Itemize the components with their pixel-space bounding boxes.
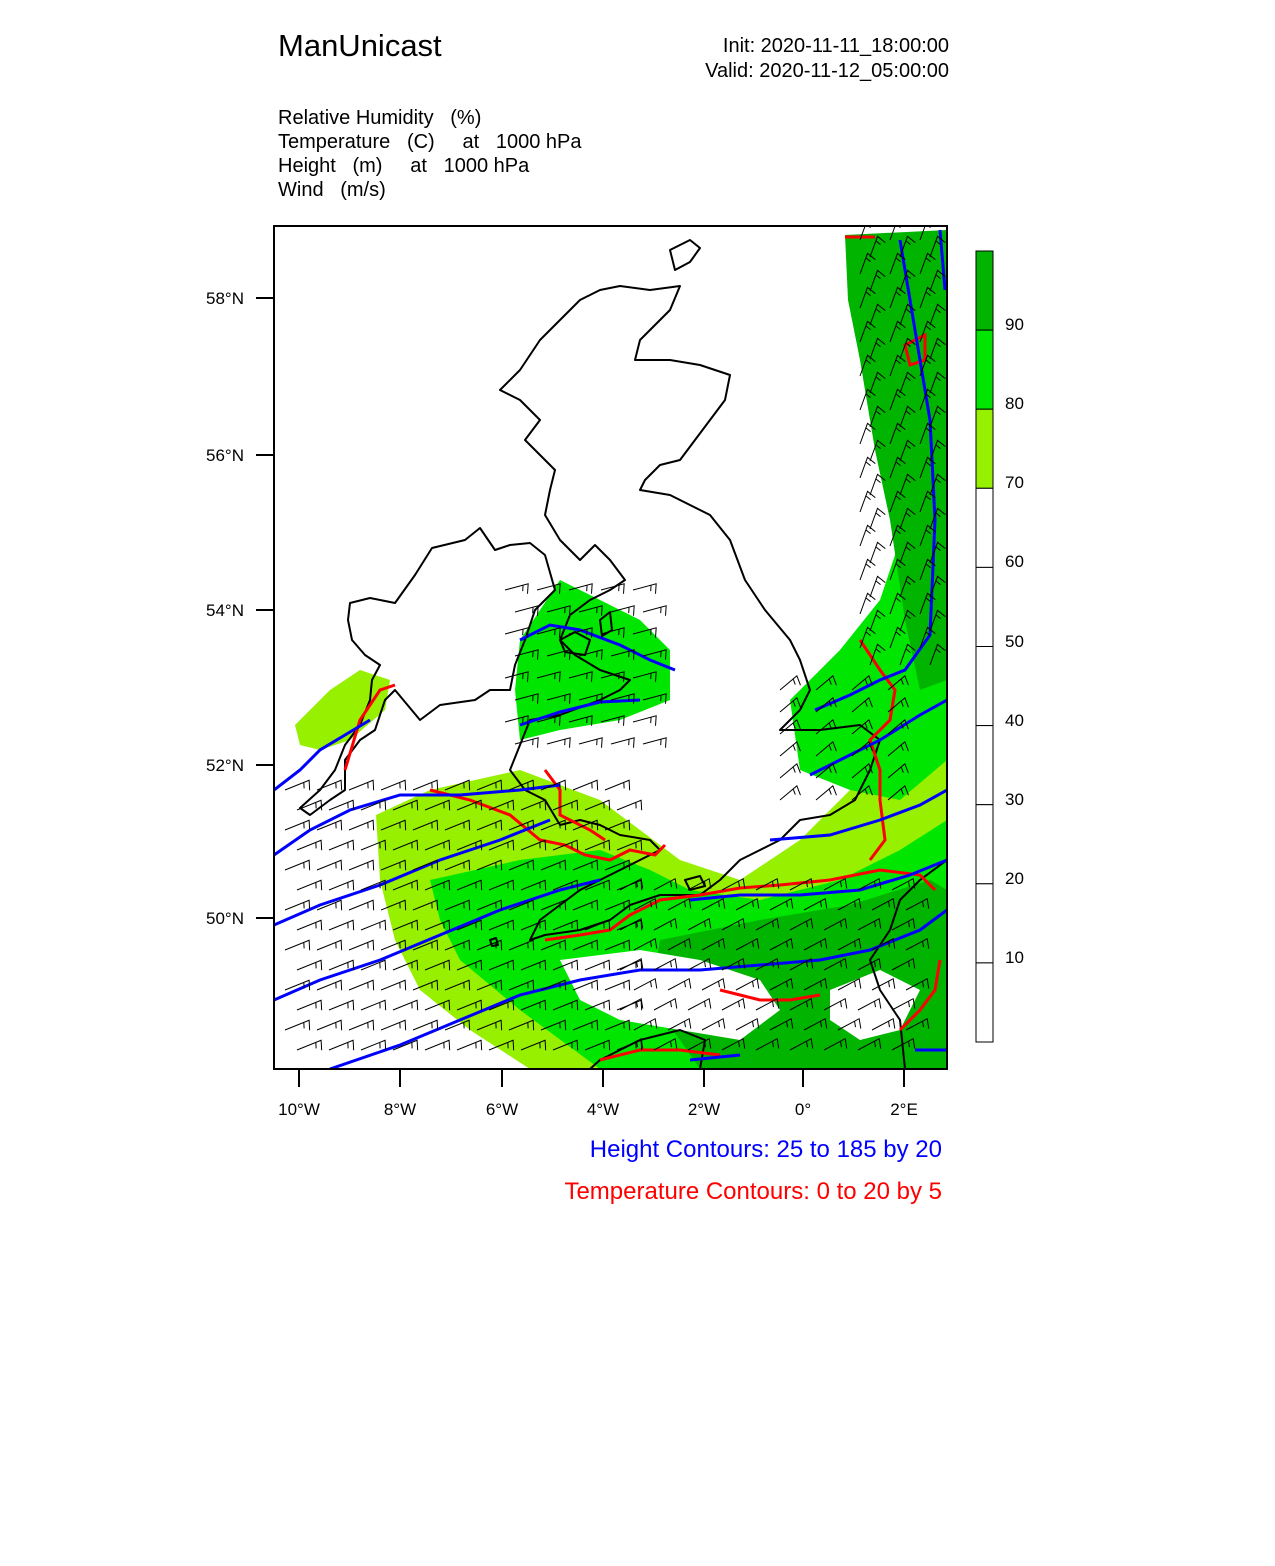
wind-barb (285, 1020, 310, 1030)
cbar-label-70: 70 (1005, 473, 1024, 492)
wind-barb (361, 1000, 386, 1010)
field-wind: Wind (m/s) (278, 179, 386, 201)
wind-barb (349, 980, 374, 990)
wind-barb (381, 980, 406, 990)
wind-barb (317, 860, 342, 870)
wind-barb (297, 840, 322, 850)
cbar-label-80: 80 (1005, 394, 1024, 413)
wind-barb (643, 738, 666, 748)
lat-label-52: 52°N (206, 756, 244, 775)
wind-barb (870, 542, 885, 563)
wind-barb (393, 1000, 418, 1010)
wind-barb (349, 860, 374, 870)
colorbar-box (976, 963, 993, 1042)
wind-barb (285, 820, 310, 830)
lon-label-0: 0° (794, 1100, 812, 1119)
wind-barb (381, 780, 406, 790)
field-rh: Relative Humidity (%) (278, 107, 482, 129)
cbar-label-30: 30 (1005, 790, 1024, 809)
wind-barb (329, 840, 354, 850)
wind-barb (329, 1040, 354, 1050)
wind-barb (860, 525, 875, 546)
wind-barb (329, 920, 354, 930)
colorbar-box (976, 805, 993, 884)
wind-barb (285, 900, 310, 910)
init-time: Init: 2020-11-11_18:00:00 (722, 35, 949, 57)
wind-barb (633, 716, 656, 726)
wind-barb (297, 960, 322, 970)
lon-ticks (299, 1069, 904, 1087)
wind-barb (381, 1020, 406, 1030)
cbar-label-50: 50 (1005, 632, 1024, 651)
wind-barb (329, 880, 354, 890)
wind-barb (285, 940, 310, 950)
wind-barb (611, 738, 634, 748)
colorbar-box (976, 488, 993, 567)
wind-barb (317, 1020, 342, 1030)
wind-barb (349, 820, 374, 830)
valid-time: Valid: 2020-11-12_05:00:00 (705, 60, 949, 82)
lat-label-54: 54°N (206, 601, 244, 620)
wind-barb (579, 738, 602, 748)
cbar-label-40: 40 (1005, 711, 1024, 730)
wind-barb (349, 1020, 374, 1030)
wind-barb (413, 1020, 438, 1030)
wind-barb (780, 676, 800, 690)
colorbar (976, 251, 993, 1042)
colorbar-box (976, 409, 993, 488)
lon-labels (278, 1100, 918, 1119)
lon-label-10w: 10°W (278, 1100, 320, 1119)
cbar-label-90: 90 (1005, 315, 1024, 334)
colorbar-box (976, 330, 993, 409)
colorbar-box (976, 726, 993, 805)
wind-barb (425, 1040, 450, 1050)
wind-barb (349, 900, 374, 910)
wind-barb (285, 860, 310, 870)
wind-barb (413, 780, 438, 790)
wind-barb (285, 780, 310, 790)
lat-label-56: 56°N (206, 446, 244, 465)
lon-label-4w: 4°W (586, 1100, 620, 1119)
wind-barb (870, 508, 885, 529)
wind-barb (349, 780, 374, 790)
wind-barb (297, 920, 322, 930)
wind-barb (329, 1000, 354, 1010)
wind-barb (457, 1040, 482, 1050)
wind-barb (860, 491, 875, 512)
lon-label-2w: 2°W (687, 1100, 721, 1119)
wind-barb (297, 1000, 322, 1010)
wind-barb (317, 980, 342, 990)
lon-label-2e: 2°E (890, 1100, 918, 1119)
lat-label-50: 50°N (206, 909, 244, 928)
field-height: Height (m) at 1000 hPa (278, 155, 530, 177)
wind-barb (633, 584, 656, 594)
cbar-label-60: 60 (1005, 552, 1024, 571)
wind-barb (297, 880, 322, 890)
colorbar-labels (1005, 315, 1024, 967)
wind-barb (505, 584, 528, 594)
colorbar-box (976, 251, 993, 330)
wind-barb (643, 606, 666, 616)
wind-barb (780, 786, 800, 800)
plot-title: ManUnicast (278, 28, 442, 63)
lon-label-6w: 6°W (485, 1100, 519, 1119)
wind-barb (780, 764, 800, 778)
cbar-label-10: 10 (1005, 948, 1024, 967)
lat-labels (206, 289, 244, 928)
wind-barb (860, 559, 875, 580)
colorbar-box (976, 567, 993, 646)
wind-barb (617, 800, 642, 810)
lon-label-8w: 8°W (383, 1100, 417, 1119)
wind-barb (361, 920, 386, 930)
wind-barb (816, 786, 836, 800)
cbar-label-20: 20 (1005, 869, 1024, 888)
lat-label-58: 58°N (206, 289, 244, 308)
shetland-coast (670, 240, 700, 270)
wind-barb (297, 1040, 322, 1050)
wind-barb (317, 780, 342, 790)
wind-barb (605, 780, 630, 790)
field-temperature: Temperature (C) at 1000 hPa (278, 131, 582, 153)
map-content (274, 219, 947, 1069)
wind-barb (547, 738, 570, 748)
wind-barb (361, 1040, 386, 1050)
colorbar-box (976, 647, 993, 726)
wind-barb (317, 940, 342, 950)
colorbar-box (976, 884, 993, 963)
wind-barb (860, 457, 875, 478)
height-contour-note: Height Contours: 25 to 185 by 20 (589, 1136, 942, 1163)
wind-barb (349, 940, 374, 950)
temperature-contour-note: Temperature Contours: 0 to 20 by 5 (564, 1178, 942, 1205)
lat-ticks (256, 298, 274, 918)
wind-barb (573, 780, 598, 790)
